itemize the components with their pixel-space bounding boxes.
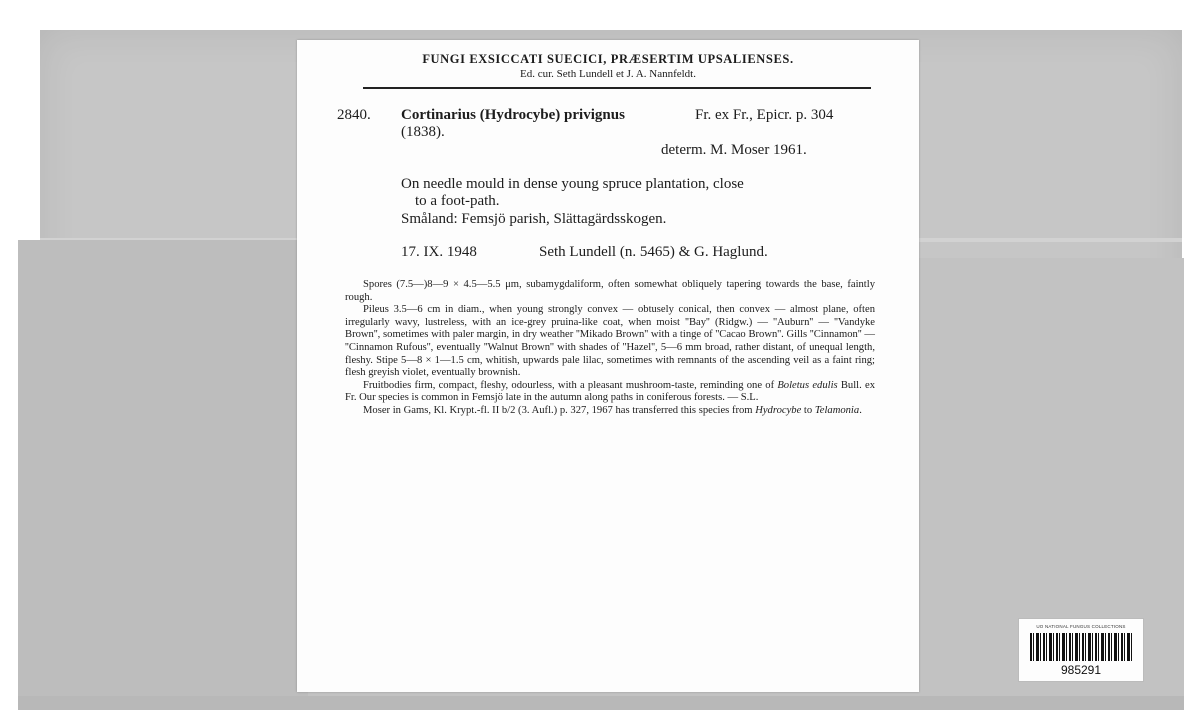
- moser-paragraph: Moser in Gams, Kl. Krypt.-fl. II b/2 (3. Aufl.) p. 327, 1967 has transferred this species from Hydrocybe to Telamonia.: [363, 404, 862, 416]
- species-reference: Boletus edulis: [777, 379, 838, 391]
- barcode-institution: UO NATIONAL FUNGUS COLLECTIONS: [1036, 624, 1126, 629]
- locality: Småland: Femsjö parish, Slättagärdsskogen.: [401, 211, 667, 227]
- genus-hydrocybe: Hydrocybe: [755, 404, 802, 416]
- determination: determ. M. Moser 1961.: [661, 142, 807, 158]
- specimen-number: 2840.: [337, 107, 371, 123]
- spores-paragraph: Spores (7.5—)8—9 × 4.5—5.5 μm, subamygdaliform, often somewhat obliquely tapering towards the base, faintly rough.: [345, 279, 875, 303]
- specimen-label: [297, 40, 919, 692]
- folder-flap-left: [18, 240, 308, 710]
- barcode-number: 985291: [1060, 663, 1102, 677]
- barcode-bars: [1030, 633, 1132, 661]
- habitat-line-2: to a foot-path.: [415, 193, 500, 209]
- folder-bottom-edge: [18, 696, 1184, 710]
- series-title: FUNGI EXSICCATI SUECICI, PRÆSERTIM UPSALIENSES.: [422, 52, 794, 66]
- header-rule: [363, 87, 871, 89]
- collectors: Seth Lundell (n. 5465) & G. Haglund.: [539, 244, 768, 260]
- barcode-label: [1018, 618, 1144, 682]
- collection-date: 17. IX. 1948: [401, 244, 477, 260]
- pileus-paragraph: Pileus 3.5—6 cm in diam., when young strongly convex — obtusely conical, then convex — almost plane, often irregularly wavy, lustreless, with an ice-grey pruina-like coat, when moist ''Bay'' (Ridgw.) — ''Auburn'' — ''Vandyke Brown'', sometimes with paler margin, in dry weather ''Mikado Brown'' with a tinge of ''Cacao Brown''. Gills ''Cinnamon'' — ''Cinnamon Rufous'', eventually ''Walnut Brown'' with shades of ''Hazel'', 5—6 mm broad, rather distant, of unequal length, fleshy. Stipe 5—8 × 1—1.5 cm, whitish, upwards pale lilac, sometimes with remnants of the ascending veil as a faint ring; flesh greyish violet, eventually brownish.: [345, 304, 875, 379]
- series-editors: Ed. cur. Seth Lundell et J. A. Nannfeldt.: [520, 68, 696, 80]
- habitat-line-1: On needle mould in dense young spruce plantation, close: [401, 176, 744, 192]
- fruitbodies-paragraph: Fruitbodies firm, compact, fleshy, odourless, with a pleasant mushroom-taste, reminding one of Boletus edulis Bull. ex Fr. Our species is common in Femsjö late in the autumn along paths in coniferous forests. — S.L.: [345, 379, 875, 404]
- description: [345, 279, 875, 418]
- species-authority: Fr. ex Fr., Epicr. p. 304: [695, 107, 834, 123]
- species-name: Cortinarius (Hydrocybe) privignus: [401, 107, 625, 123]
- genus-telamonia: Telamonia: [814, 404, 860, 416]
- publication-year: (1838).: [401, 124, 445, 140]
